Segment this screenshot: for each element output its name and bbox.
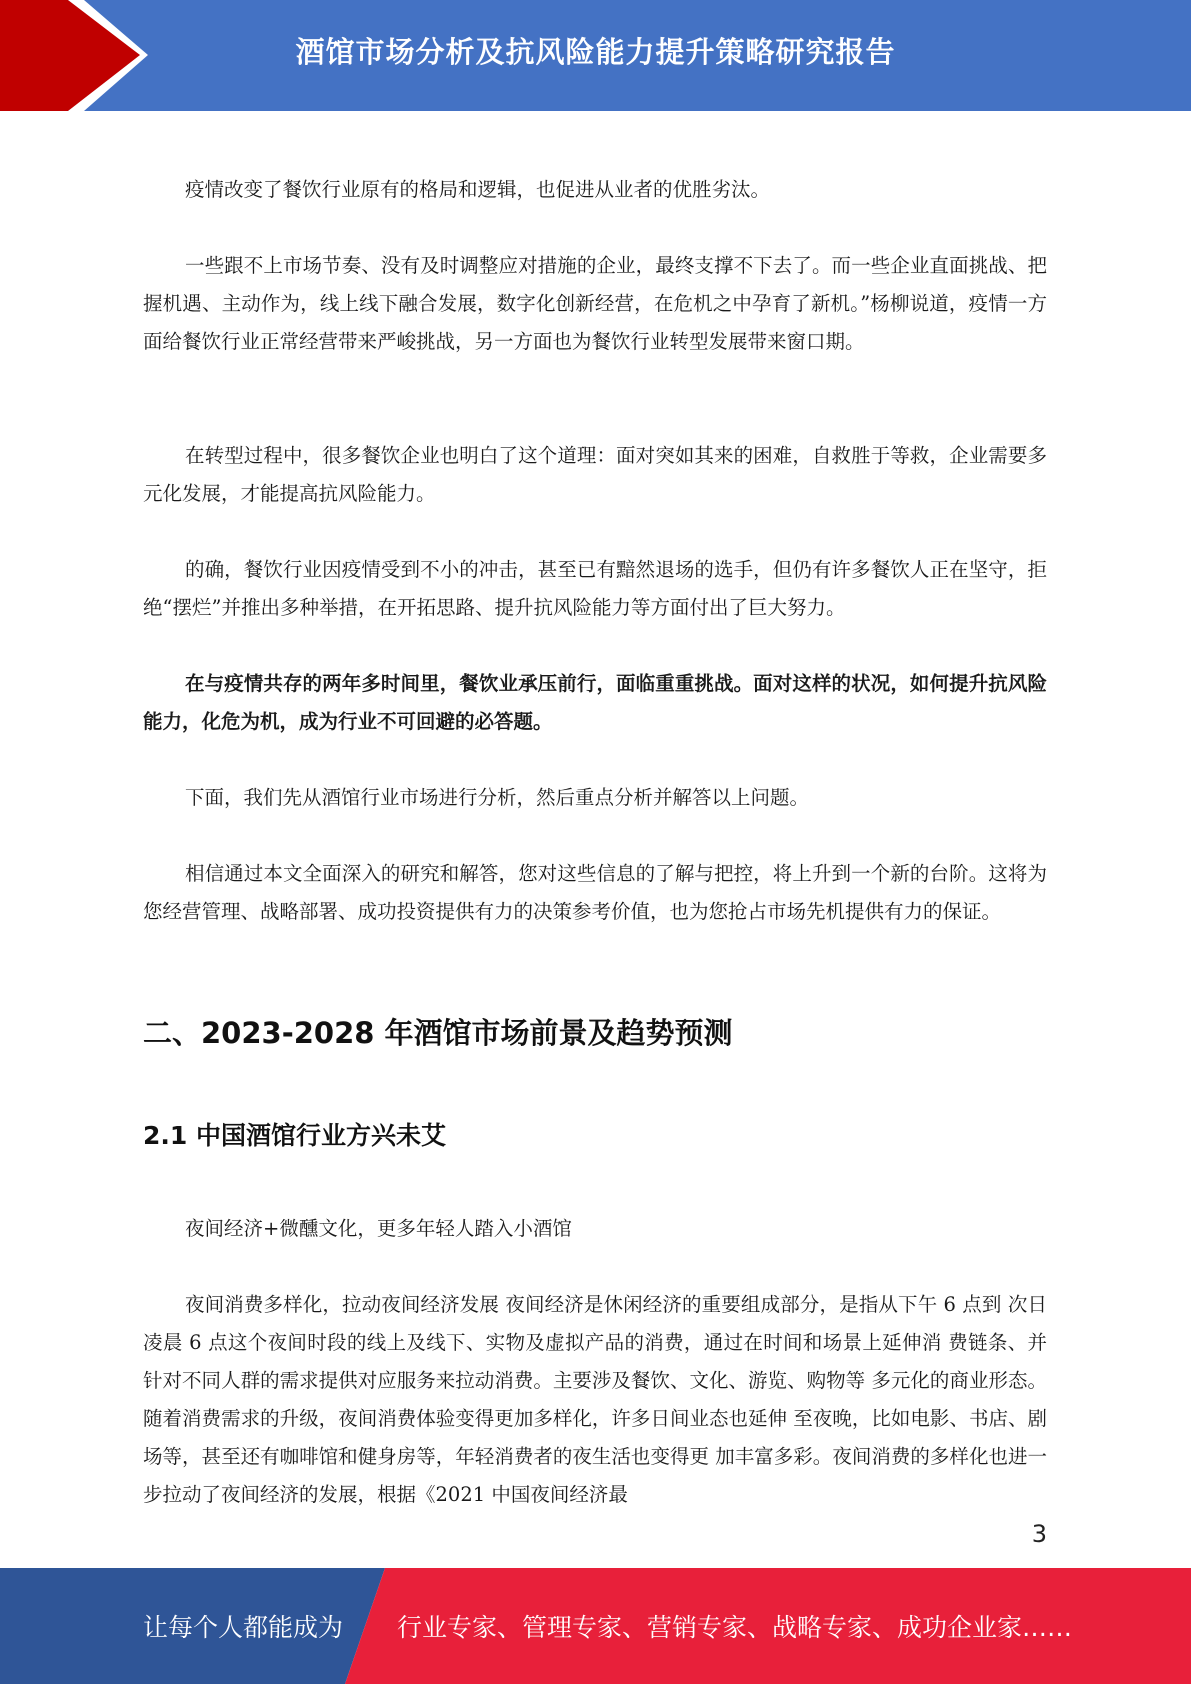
subsection-heading: 2.1 中国酒馆行业方兴未艾	[143, 1121, 446, 1150]
sub-paragraph-1: 夜间经济+微醺文化，更多年轻人踏入小酒馆	[185, 1217, 572, 1240]
page-number: 3	[1031, 1520, 1047, 1548]
paragraph-3: 在转型过程中，很多餐饮企业也明白了这个道理：面对突如其来的困难，自救胜于等救，企业需要多元化发展，才能提高抗风险能力。	[143, 444, 1047, 505]
document-title: 酒馆市场分析及抗风险能力提升策略研究报告	[295, 34, 896, 69]
footer-slogan-right: 行业专家、管理专家、营销专家、战略专家、成功企业家……	[397, 1613, 1073, 1642]
sub-paragraph-2: 夜间消费多样化，拉动夜间经济发展 夜间经济是休闲经济的重要组成部分，是指从下午 6 点到 次日凌晨 6 点这个夜间时段的线上及线下、实物及虚拟产品的消费，通过在时间和场景上延伸消 费链条、并针对不同人群的需求提供对应服务来拉动消费。主要涉及餐饮、文化、游览、购物等 多元化的商业形态。随着消费需求的升级，夜间消费体验变得更加多样化，许多日间业态也延伸 至夜晚，比如电影、书店、剧场等，甚至还有咖啡馆和健身房等，年轻消费者的夜生活也变得更 加丰富多彩。夜间消费的多样化也进一步拉动了夜间经济的发展，根据《2021 中国夜间经济最	[143, 1293, 1047, 1506]
footer-slogan-left: 让每个人都能成为	[143, 1613, 344, 1642]
paragraph-5-bold: 在与疫情共存的两年多时间里，餐饮业承压前行，面临重重挑战。面对这样的状况，如何提升抗风险能力，化危为机，成为行业不可回避的必答题。	[143, 672, 1047, 733]
paragraph-4: 的确，餐饮行业因疫情受到不小的冲击，甚至已有黯然退场的选手，但仍有许多餐饮人正在坚守，拒绝“摆烂”并推出多种举措，在开拓思路、提升抗风险能力等方面付出了巨大努力。	[143, 558, 1047, 619]
paragraph-7: 相信通过本文全面深入的研究和解答，您对这些信息的了解与把控，将上升到一个新的台阶。这将为您经营管理、战略部署、成功投资提供有力的决策参考价值，也为您抢占市场先机提供有力的保证。	[143, 862, 1047, 923]
paragraph-2: 一些跟不上市场节奏、没有及时调整应对措施的企业，最终支撑不下去了。而一些企业直面挑战、把握机遇、主动作为，线上线下融合发展，数字化创新经营，在危机之中孕育了新机。”杨柳说道，疫情一方面给餐饮行业正常经营带来严峻挑战，另一方面也为餐饮行业转型发展带来窗口期。	[143, 254, 1047, 353]
page-footer	[0, 1568, 1191, 1684]
page-header	[0, 0, 1191, 111]
paragraph-1: 疫情改变了餐饮行业原有的格局和逻辑，也促进从业者的优胜劣汰。	[185, 178, 771, 201]
paragraph-6: 下面，我们先从酒馆行业市场进行分析，然后重点分析并解答以上问题。	[185, 786, 810, 809]
section-heading: 二、2023-2028 年酒馆市场前景及趋势预测	[143, 1016, 733, 1050]
